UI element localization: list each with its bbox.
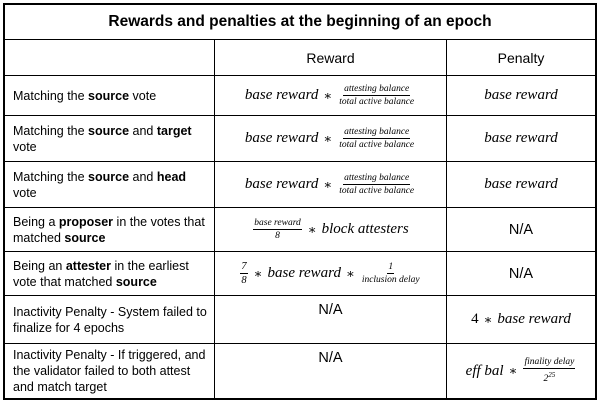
reward-formula: $\frac{7}{8}$ ∗ base reward ∗ $\frac{1}{\text{inclusion delay}}$ [241,261,420,286]
penalty-cell [447,162,595,207]
table-row [5,75,595,115]
table-row [5,295,595,343]
table-row [5,343,595,398]
penalty-cell [447,296,595,343]
fraction: $\frac{\text{finality delay}}{2^{25}}$ [524,357,575,385]
condition-text: Inactivity Penalty - If triggered, and the validator failed to both attest and match target [13,348,206,394]
condition-text: Being a proposer in the votes that matched source [13,214,205,245]
condition-cell [5,252,215,295]
reward-cell [215,162,447,207]
table-title: Rewards and penalties at the beginning of an epoch [108,13,492,30]
table-title-row [5,5,595,39]
reward-column-header: Reward [306,49,355,66]
fraction: $\frac{7}{8}$ [241,261,247,286]
reward-formula: base reward ∗ $\frac{\text{attesting balance}}{\text{total active balance}}$ [244,127,415,150]
penalty-formula: 4 ∗ base reward [471,311,571,327]
header-penalty-cell [447,40,595,75]
header-blank-cell [5,40,215,75]
condition-cell [5,116,215,161]
table-row [5,207,595,251]
condition-text: Being an attester in the earliest vote that matched source [13,258,189,289]
header-reward-cell [215,40,447,75]
penalty-cell [447,76,595,115]
penalty-column-header: Penalty [497,49,545,66]
fraction: $\frac{\text{attesting balance}}{\text{total active balance}}$ [339,127,415,150]
penalty-cell [447,252,595,295]
penalty-na: N/A [508,221,534,238]
table-row [5,251,595,295]
table-row [5,161,595,207]
condition-text: Inactivity Penalty - System failed to finalize for 4 epochs [13,304,207,335]
condition-cell [5,344,215,398]
penalty-formula: base reward [484,176,558,192]
header-row [5,39,595,75]
reward-na: N/A [318,302,343,318]
reward-cell [215,76,447,115]
condition-cell [5,162,215,207]
condition-cell [5,76,215,115]
condition-text: Matching the source and target vote [13,123,192,154]
table-row [5,115,595,161]
condition-text: Matching the source vote [13,88,157,103]
penalty-formula: base reward [484,130,558,146]
reward-formula: base reward ∗ $\frac{\text{attesting balance}}{\text{total active balance}}$ [244,173,415,196]
rewards-penalties-table [3,3,597,400]
reward-na: N/A [318,350,343,366]
reward-formula: $\frac{\text{base reward}}{8}$ ∗ block attesters [254,218,409,241]
penalty-cell [447,116,595,161]
reward-cell [215,344,447,398]
condition-cell [5,296,215,343]
reward-formula: base reward ∗ $\frac{\text{attesting balance}}{\text{total active balance}}$ [244,84,415,107]
fraction: $\frac{\text{attesting balance}}{\text{total active balance}}$ [339,84,415,107]
reward-cell [215,252,447,295]
penalty-cell [447,208,595,251]
fraction: $\frac{1}{\text{inclusion delay}}$ [361,262,420,285]
penalty-na: N/A [508,265,534,282]
fraction: $\frac{\text{base reward}}{8}$ [254,218,301,241]
reward-cell [215,296,447,343]
fraction: $\frac{\text{attesting balance}}{\text{total active balance}}$ [339,173,415,196]
condition-cell [5,208,215,251]
penalty-formula: eff bal ∗ $\frac{\text{finality delay}}{2^{25}}$ [465,357,575,385]
condition-text: Matching the source and head vote [13,169,187,200]
penalty-cell [447,344,595,398]
reward-cell [215,208,447,251]
reward-cell [215,116,447,161]
penalty-formula: base reward [484,87,558,103]
